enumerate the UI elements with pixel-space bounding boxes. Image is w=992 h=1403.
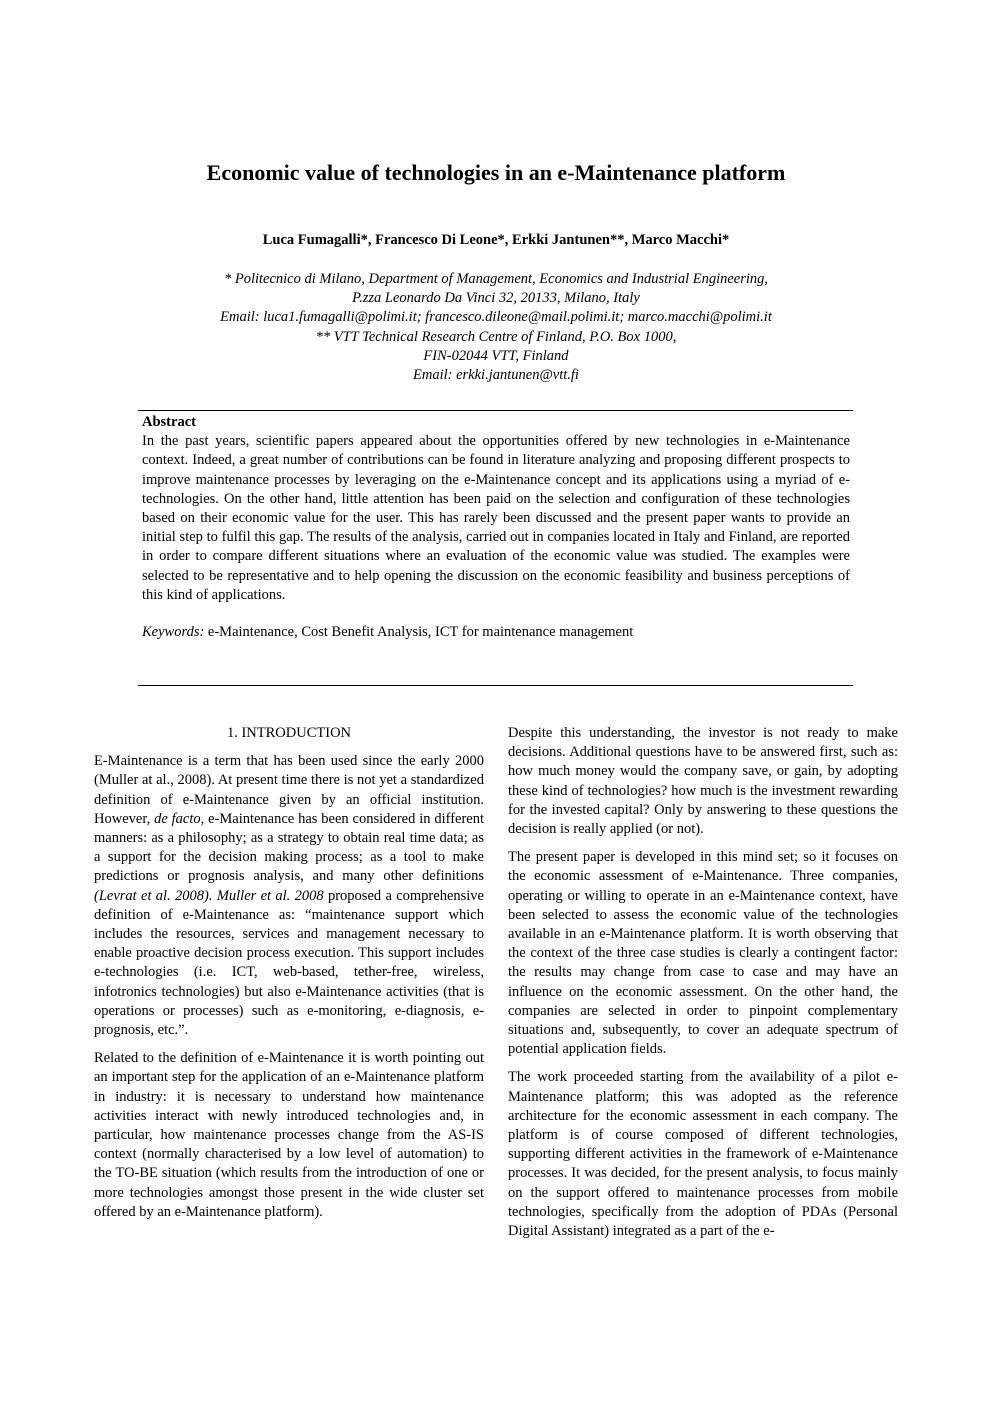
paragraph: Related to the definition of e-Maintenance it is worth pointing out an important step for the application of an e-Maintenance platform in industry: it is necessary to understand how maintenance activities interact with newly introduced technologies and, in particular, how maintenance processes change from the AS-IS context (normally characterised by a low level of automation) to the TO-BE situation (which results from the introduction of one or more technologies amongst those present in the wide cluster set offered by an e-Maintenance platform).	[94, 1050, 484, 1220]
paper-title: Economic value of technologies in an e-Maintenance platform	[206, 160, 786, 185]
paragraph-italic-text: de facto	[154, 810, 201, 827]
paragraph: The present paper is developed in this mind set; so it focuses on the economic assessment of e-Maintenance. Three companies, operating or willing to operate in an e-Maintenance context, have been selected to assess the economic value of the technologies available in an e-Maintenance platform. It is worth observing that the context of the three case studies is clearly a contingent factor: the results may change from case to case and may have an influence on the economic assessment. On the other hand, the companies are selected in order to pinpoint complementary situations and, subsequently, to cover an adequate spectrum of potential application fields.	[508, 849, 898, 1058]
paragraph-text: , e-Maintenance has been considered in different manners: as a philosophy; as a strategy to obtain real time data; as a support for the decision making process; as a tool to make predictions or prognosis analysis, and many other definitions	[94, 810, 484, 885]
paragraph-text: E-Maintenance is a term that has been used since the early 2000 (Muller at al., 2008). At present time there is not yet a standardized definition of e-Maintenance given by an official institution. However,	[94, 753, 484, 827]
abstract-block	[142, 413, 850, 642]
paragraph: The work proceeded starting from the availability of a pilot e-Maintenance platform; this was adopted as the reference architecture for the economic assessment in each company. The platform is of course composed of different technologies, supporting different activities in the framework of e-Maintenance processes. It was decided, for the present analysis, to focus mainly on the support offered to maintenance processes from mobile technologies, specifically from the adoption of PDAs (Personal Digital Assistant) integrated as a part of the e-	[508, 1069, 898, 1240]
abstract-heading: Abstract	[142, 414, 196, 430]
affiliation-line: Email: erkki.jantunen@vtt.fi	[413, 367, 579, 384]
citation-text: (Levrat et al. 2008). Muller et al. 2008	[94, 887, 324, 904]
keywords-text: e-Maintenance, Cost Benefit Analysis, ICT for maintenance management	[204, 624, 634, 641]
abstract-bottom-rule	[138, 685, 853, 686]
affiliation-line: ** VTT Technical Research Centre of Finland, P.O. Box 1000,	[315, 328, 677, 345]
paragraph-text: proposed a comprehensive definition of e-Maintenance as: “maintenance support which includes the resources, services and management necessary to enable proactive decision process execution. This support includes e-technologies (i.e. ICT, web-based, tether-free, wireless, infotronics technologies) but also e-Maintenance activities (that is operations or processes) such as e-monitoring, e-diagnosis, e-prognosis, etc.”.	[94, 887, 484, 1039]
affiliations	[0, 270, 992, 385]
keywords-line	[142, 623, 850, 642]
keywords-label: Keywords:	[142, 624, 205, 641]
paragraph: Despite this understanding, the investor is not ready to make decisions. Additional questions have to be answered first, such as: how much money would the company save, or gain, by adopting these kind of technologies? how much is the investment rewarding for the invested capital? Only by answering to these questions the decision is really applied (or not).	[508, 725, 898, 838]
affiliation-line: Email: luca1.fumagalli@polimi.it; francesco.dileone@mail.polimi.it; marco.macchi@polimi.it	[220, 309, 772, 326]
left-column	[94, 724, 484, 1231]
author-list: Luca Fumagalli*, Francesco Di Leone*, Erkki Jantunen**, Marco Macchi*	[262, 232, 730, 248]
affiliation-line: * Politecnico di Milano, Department of Management, Economics and Industrial Engineering,	[223, 271, 769, 287]
abstract-text: In the past years, scientific papers appeared about the opportunities offered by new technologies in e-Maintenance context. Indeed, a great number of contributions can be found in literature analyzing and proposing different prospects to improve maintenance processes by leveraging on the e-Maintenance concept and its applications using a myriad of e-technologies. On the other hand, little attention has been paid on the selection and configuration of these technologies based on their economic value for the user. This has rarely been discussed and the present paper wants to provide an initial step to fulfil this gap. The results of the analysis, carried out in companies located in Italy and Finland, are reported in order to compare different situations where an evaluation of the economic value was studied. The examples were selected to be representative and to help opening the discussion on the economic feasibility and business perceptions of this kind of applications.	[142, 433, 850, 603]
affiliation-line: FIN-02044 VTT, Finland	[423, 347, 569, 364]
section-heading: 1. INTRODUCTION	[226, 725, 352, 741]
affiliation-line: P.zza Leonardo Da Vinci 32, 20133, Milano, Italy	[352, 290, 640, 307]
right-column	[508, 724, 898, 1250]
paragraph	[94, 752, 484, 1040]
abstract-top-rule	[138, 410, 853, 411]
